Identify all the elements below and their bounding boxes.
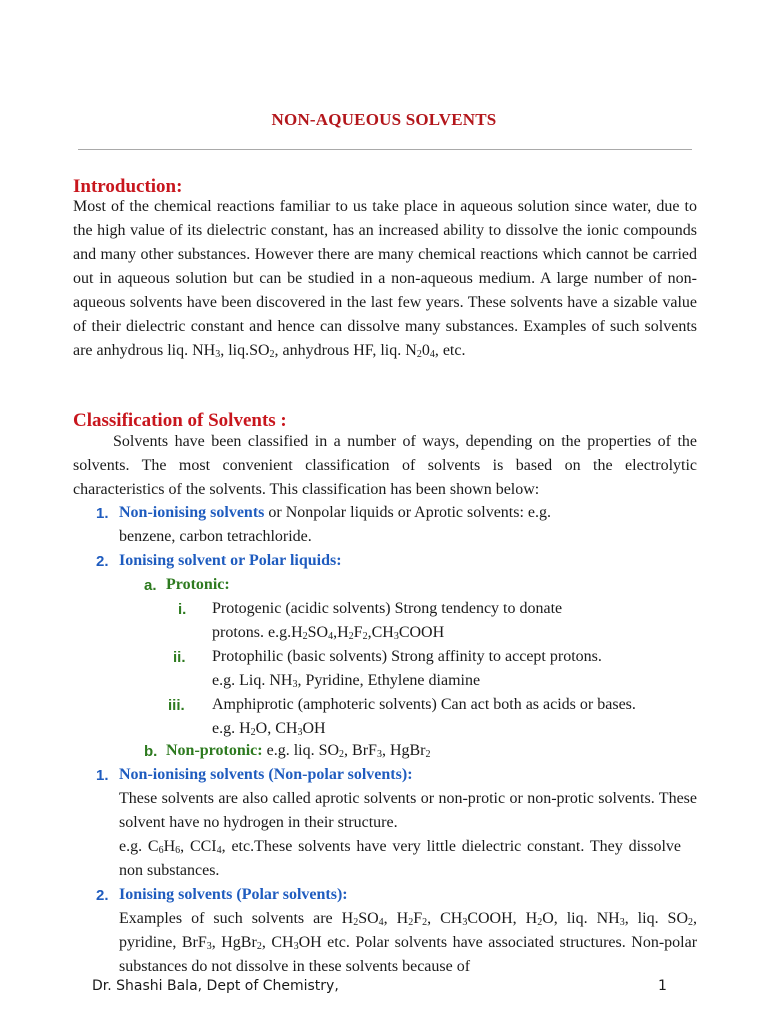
footer-author: Dr. Shashi Bala, Dept of Chemistry, xyxy=(92,978,339,994)
roman-numeral: i. xyxy=(178,601,187,618)
title-divider xyxy=(78,149,692,150)
list-item-ionising: Ionising solvent or Polar liquids: xyxy=(119,552,342,569)
section-heading-ionising: Ionising solvents (Polar solvents): xyxy=(119,886,348,903)
section-non-ionising-paragraph: These solvents are also called aprotic solvents or non-protic or non-protic solvents. These solvent have no hydrogen in their structure. xyxy=(119,790,697,831)
roman-numeral: ii. xyxy=(173,649,186,666)
list-item-protophilic: Protophilic (basic solvents) Strong affinity to accept protons. e.g. Liq. $NH_3$, Pyridine, Ethylene diamine xyxy=(212,648,602,690)
list-number: 2. xyxy=(96,553,109,570)
document-title: NON-AQUEOUS SOLVENTS xyxy=(271,110,497,129)
list-item-amphiprotic: Amphiprotic (amphoteric solvents) Can act both as acids or bases. e.g. $H_2O$, $CH_3OH$ xyxy=(212,696,636,738)
section-ionising-paragraph: Examples of such solvents are $H_2SO_4$, $H_2F_2$, $CH_3COOH$, $H_2O$, liq. $NH_3$, liq. $SO_2$, pyridine, BrF$_3$, HgBr$_2$, $CH_3OH$ etc. Polar solvents have associated structures. Non-polar substances do not dissolve in these solvents because of xyxy=(119,910,698,975)
section-number: 1. xyxy=(96,767,109,784)
classification-paragraph: Solvents have been classified in a number of ways, depending on the properties of the solvents. The most convenient classification of solvents is based on the electrolytic characteristics of the solvents. This classification has been shown below: xyxy=(73,433,697,498)
roman-numeral: iii. xyxy=(168,697,185,714)
list-item-protogenic: Protogenic (acidic solvents) Strong tendency to donate protons. $e.g.H_2SO_4,H_2F_2,CH_3COOH$ xyxy=(212,600,563,642)
section-heading-non-ionising: Non-ionising solvents (Non-polar solvents): xyxy=(119,766,413,783)
classification-heading: Classification of Solvents : xyxy=(73,410,287,431)
sublist-non-protonic: Non-protonic: e.g. liq. $SO_2$, BrF$_3$, HgBr$_2$ xyxy=(166,742,431,760)
section-non-ionising-example: e.g. $C_6H_6$, $CCI_4$, etc.These solvents have very little dielectric constant. They dissolve non substances. xyxy=(119,838,682,879)
list-number: 1. xyxy=(96,505,109,522)
list-item-non-ionising: Non-ionising solvents or Nonpolar liquids or Aprotic solvents: e.g. benzene, carbon tetrachloride. xyxy=(119,504,552,545)
sublist-protonic: Protonic: xyxy=(166,576,230,593)
page-number: 1 xyxy=(658,978,667,994)
sublist-letter: b. xyxy=(144,743,158,760)
introduction-heading: Introduction: xyxy=(73,176,183,197)
section-number: 2. xyxy=(96,887,109,904)
sublist-letter: a. xyxy=(144,577,157,594)
introduction-paragraph: Most of the chemical reactions familiar to us take place in aqueous solution since water, due to the high value of its dielectric constant, has an increased ability to dissolve the ionic compounds and many other substances. However there are many chemical reactions which cannot be carried out in aqueous solution but can be studied in a non-aqueous medium. A large number of non-aqueous solvents have been discovered in the last few years. These solvents have a sizable value of their dielectric constant and hence can dissolve many substances. Examples of such solvents are anhydrous liq. $NH_3$, $liq.SO_2$, anhydrous HF, liq. $N_20_4$, etc. xyxy=(73,198,697,360)
